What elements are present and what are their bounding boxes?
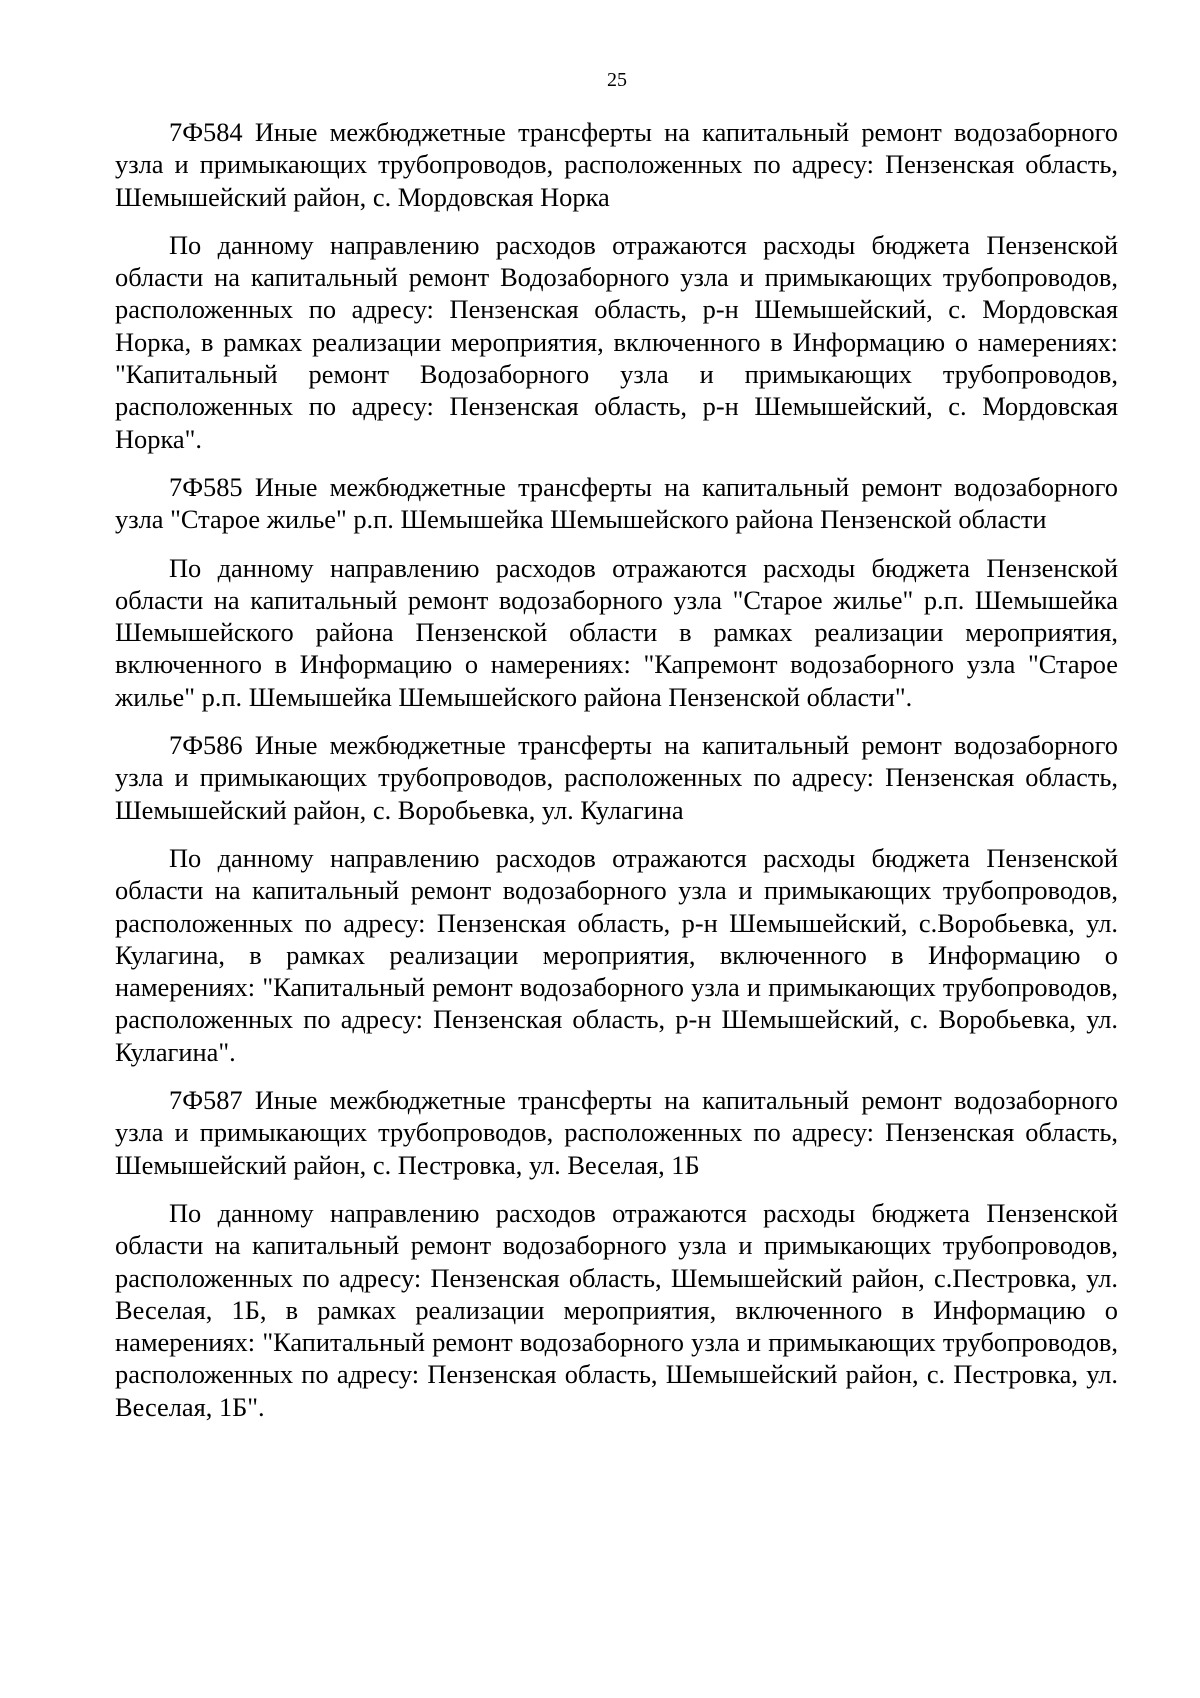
- section-heading-7f587: 7Ф587 Иные межбюджетные трансферты на капитальный ремонт водозаборного узла и примыкающих трубопроводов, расположенных по адресу: Пензенская область, Шемышейский район, с. Пестровка, ул. Веселая, 1Б: [115, 1085, 1118, 1180]
- section-heading-7f585: 7Ф585 Иные межбюджетные трансферты на капитальный ремонт водозаборного узла "Старое жилье" р.п. Шемышейка Шемышейского района Пензенской области: [115, 471, 1118, 535]
- section-body-7f585: По данному направлению расходов отражаются расходы бюджета Пензенской области на капитальный ремонт водозаборного узла "Старое жилье" р.п. Шемышейка Шемышейского района Пензенской области в рамках реализации мероприятия, включенного в Информацию о намерениях: "Капремонт водозаборного узла "Старое жилье" р.п. Шемышейка Шемышейского района Пензенской области".: [115, 552, 1118, 712]
- section-body-7f584: По данному направлению расходов отражаются расходы бюджета Пензенской области на капитальный ремонт Водозаборного узла и примыкающих трубопроводов, расположенных по адресу: Пензенская область, р-н Шемышейский, с. Мордовская Норка, в рамках реализации мероприятия, включенного в Информацию о намерениях: "Капитальный ремонт Водозаборного узла и примыкающих трубопроводов, расположенных по адресу: Пензенская область, р-н Шемышейский, с. Мордовская Норка".: [115, 229, 1118, 454]
- document-body: [115, 116, 1118, 1439]
- page-number: 25: [607, 69, 627, 91]
- section-body-7f586: По данному направлению расходов отражаются расходы бюджета Пензенской области на капитальный ремонт водозаборного узла и примыкающих трубопроводов, расположенных по адресу: Пензенская область, р-н Шемышейский, с.Воробьевка, ул. Кулагина, в рамках реализации мероприятия, включенного в Информацию о намерениях: "Капитальный ремонт водозаборного узла и примыкающих трубопроводов, расположенных по адресу: Пензенская область, р-н Шемышейский, с. Воробьевка, ул. Кулагина".: [115, 842, 1118, 1067]
- section-heading-7f586: 7Ф586 Иные межбюджетные трансферты на капитальный ремонт водозаборного узла и примыкающих трубопроводов, расположенных по адресу: Пензенская область, Шемышейский район, с. Воробьевка, ул. Кулагина: [115, 730, 1118, 825]
- section-heading-7f584: 7Ф584 Иные межбюджетные трансферты на капитальный ремонт водозаборного узла и примыкающих трубопроводов, расположенных по адресу: Пензенская область, Шемышейский район, с. Мордовская Норка: [115, 117, 1118, 212]
- section-body-7f587: По данному направлению расходов отражаются расходы бюджета Пензенской области на капитальный ремонт водозаборного узла и примыкающих трубопроводов, расположенных по адресу: Пензенская область, Шемышейский район, с.Пестровка, ул. Веселая, 1Б, в рамках реализации мероприятия, включенного в Информацию о намерениях: "Капитальный ремонт водозаборного узла и примыкающих трубопроводов, расположенных по адресу: Пензенская область, Шемышейский район, с. Пестровка, ул. Веселая, 1Б".: [115, 1197, 1118, 1422]
